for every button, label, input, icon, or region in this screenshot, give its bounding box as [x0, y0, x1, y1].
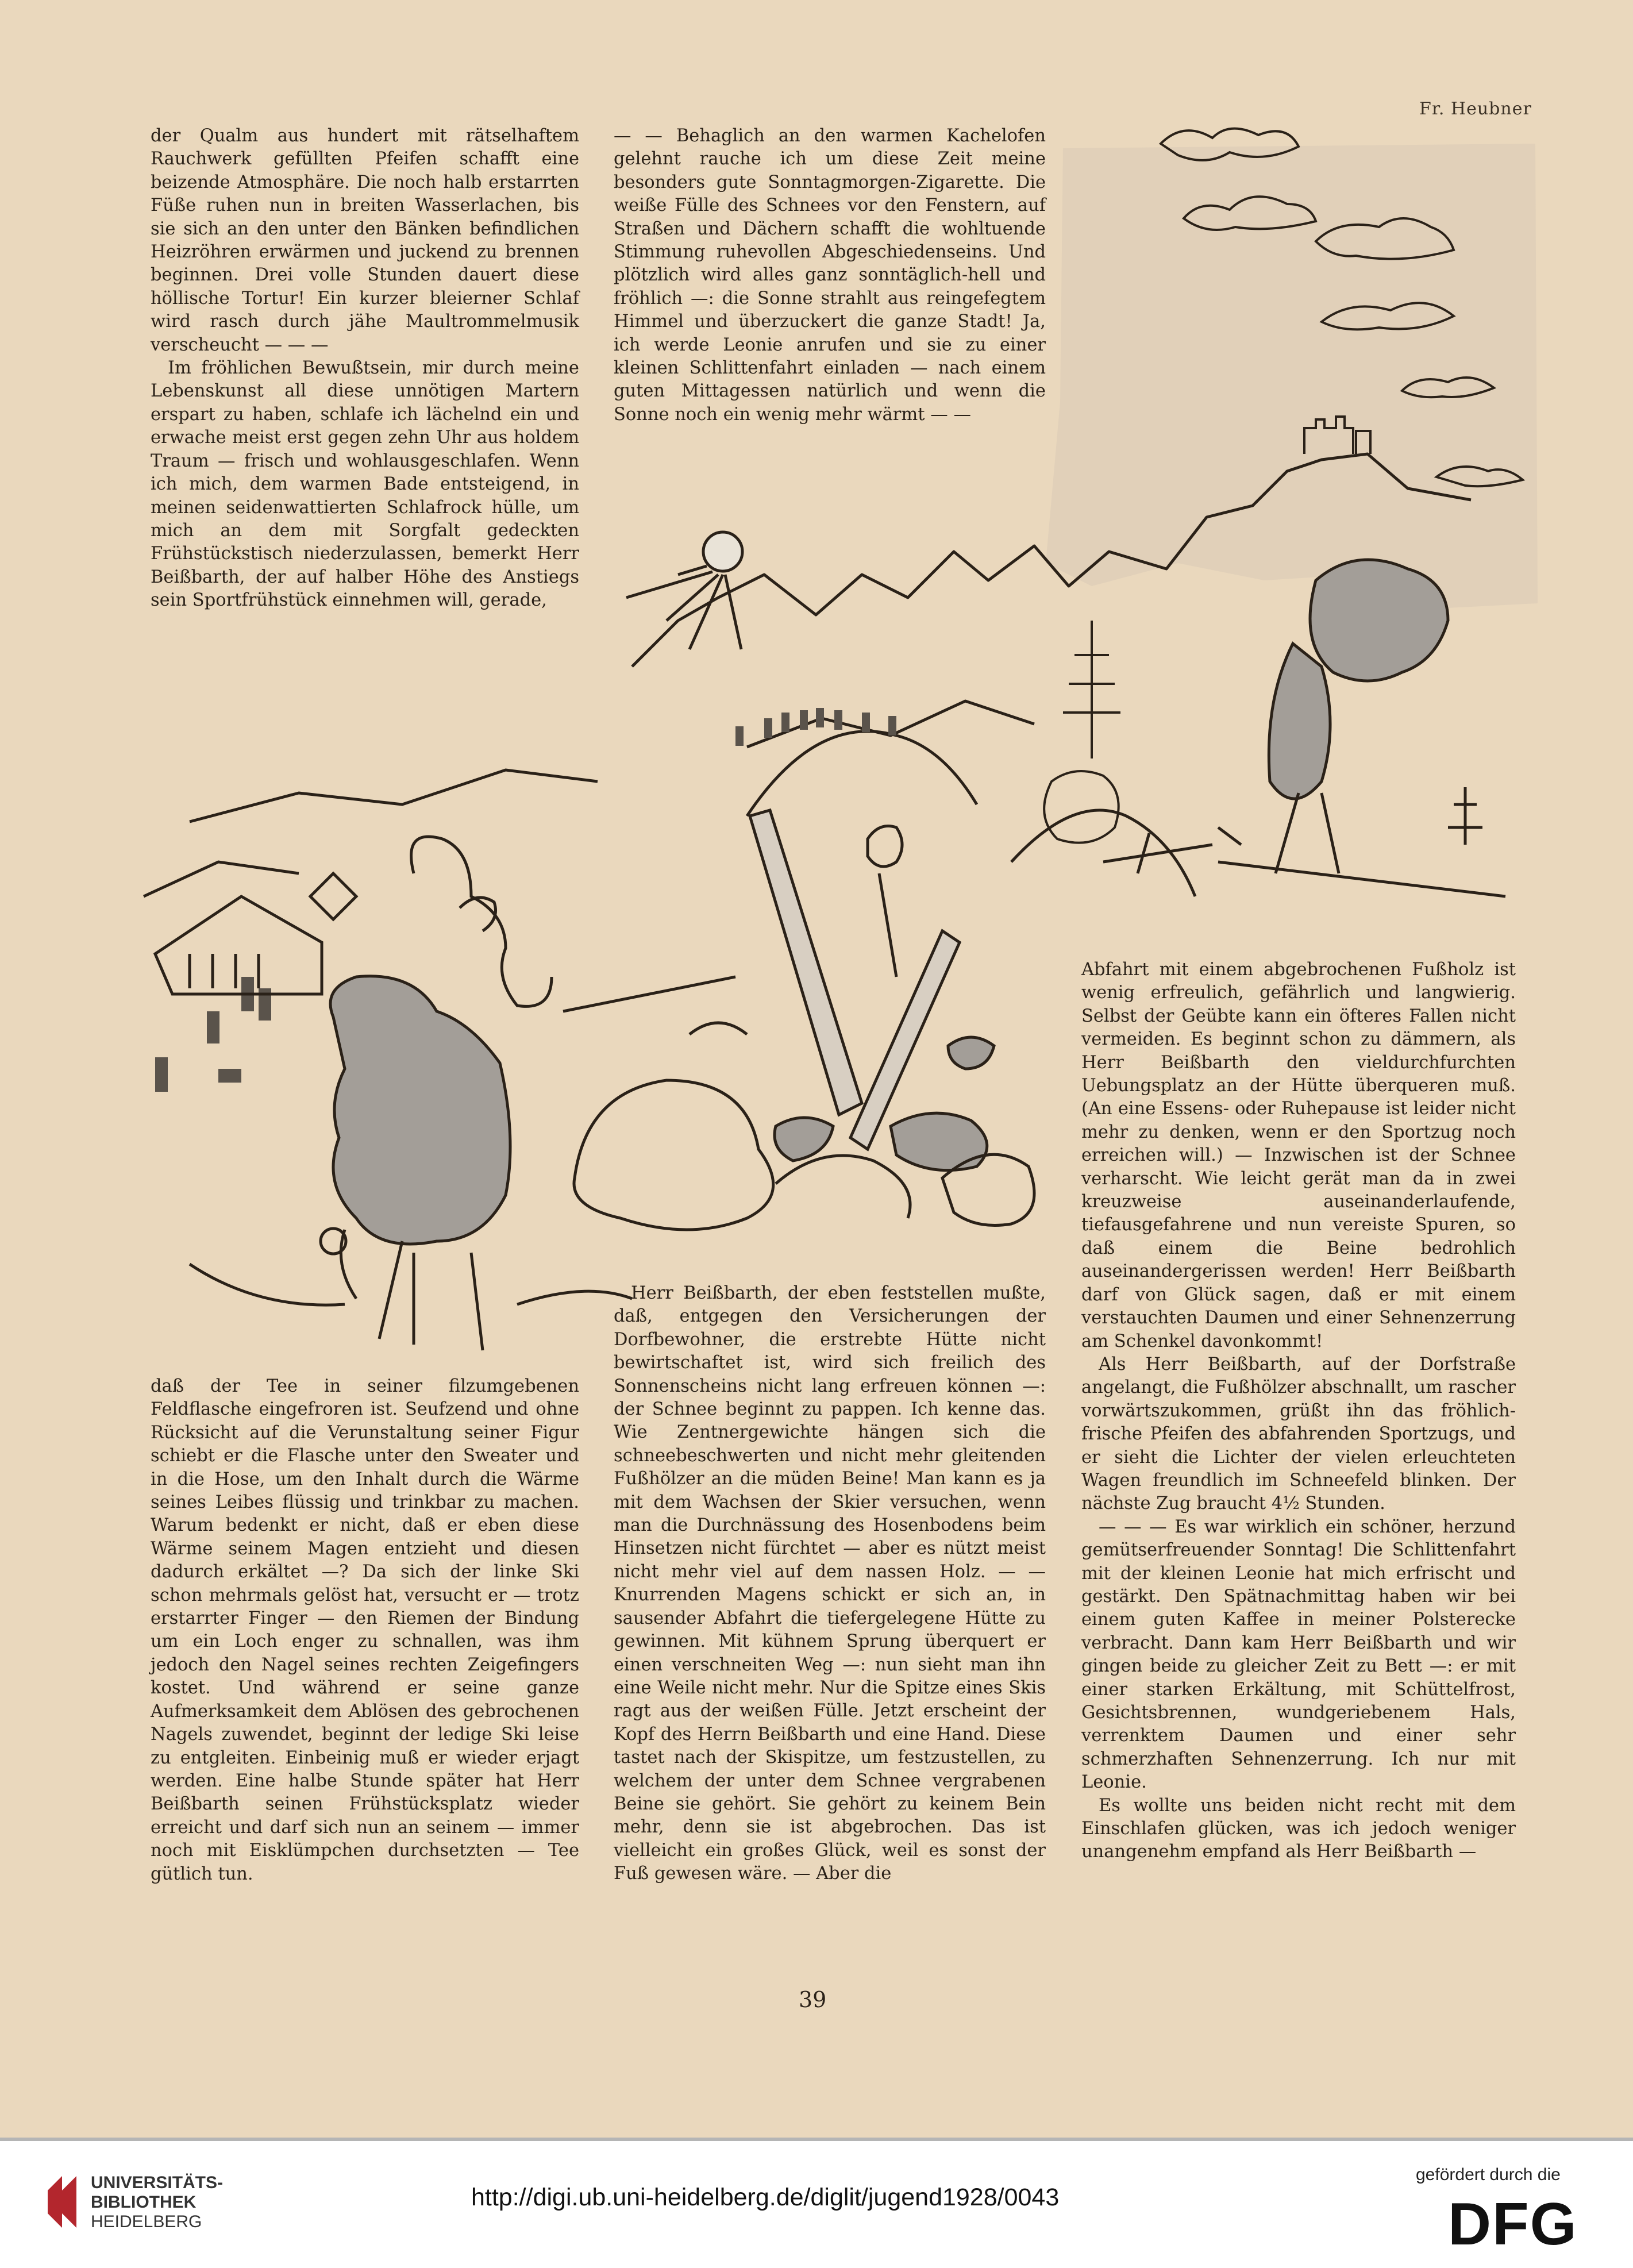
- library-name-line3: HEIDELBERG: [91, 2212, 202, 2231]
- viewer-footer: [0, 2138, 1633, 2268]
- column-left-bottom: [151, 1375, 579, 1886]
- paragraph: Im fröhlichen Bewußtsein, mir durch meine Lebenskunst all diese unnötigen Martern erspart zu haben, schlafe ich lächelnd ein und erwache meist erst gegen zehn Uhr aus holdem Traum — frisch und wohlausgeschlafen. Wenn ich mich, dem warmen Bade entsteigend, in meinen seidenwattierten Schlafrock hülle, um mich an dem mit Sorgfalt gedeckten Frühstückstisch niederzulassen, bemerkt Herr Beißbarth, der auf halber Höhe des Anstiegs sein Sportfrühstück einnehmen will, gerade,: [151, 358, 579, 611]
- column-left-top: [151, 125, 579, 613]
- dfg-logo: DFG: [1448, 2191, 1578, 2258]
- paragraph: daß der Tee in seiner filzumgebenen Feldflasche eingefroren ist. Seufzend und ohne Rücksicht auf die Verunstaltung seiner Figur schiebt er die Flasche unter den Sweater und in die Hose, um den Inhalt durch die Wärme seines Leibes flüssig und trinkbar zu machen. Warum bedenkt er nicht, daß er eben diese Wärme seinem Magen entzieht und diesen dadurch erkältet —? Da sich der linke Ski schon mehrmals gelöst hat, versucht er — trotz erstarrter Finger — den Riemen der Bindung um ein Loch enger zu schnallen, was ihm jedoch den Nagel seines rechten Zeigefingers kostet. Und während er seine ganze Aufmerksamkeit dem Ablösen des gebrochenen Nagels zuwendet, beginnt der ledige Ski leise zu entgleiten. Einbeinig muß er wieder erjagt werden. Eine halbe Stunde später hat Herr Beißbarth seinen Frühstücksplatz wieder erreicht und darf sich nun an seinem — immer noch mit Eisklümpchen durchsetzten — Tee gütlich tun.: [151, 1376, 579, 1884]
- library-name-line1: UNIVERSITÄTS-: [91, 2173, 224, 2192]
- funding-note: gefördert durch die: [1416, 2165, 1561, 2184]
- paragraph: — — Behaglich an den warmen Kachelofen gelehnt rauche ich um diese Zeit meine besonders gute Sonntagmorgen-Zigarette. Die weiße Fülle des Schnees vor den Fenstern, auf Straßen und Dächern schafft die wohltuende Stimmung ruhevollen Abgeschiedenseins. Und plötzlich wird alles ganz sonntäglich-hell und fröhlich —: die Sonne strahlt aus reingefegtem Himmel und überzuckert die ganze Stadt! Ja, ich werde Leonie anrufen und sie zu einer kleinen Schlittenfahrt einladen — nach einem guten Mittagessen natürlich und wenn die Sonne noch ein wenig mehr wärmt — —: [614, 126, 1046, 425]
- library-name-line2: BIBLIOTHEK: [91, 2193, 197, 2212]
- university-seal-icon: [45, 2173, 79, 2231]
- column-middle-bottom: [614, 1282, 1046, 1886]
- paragraph: Es wollte uns beiden nicht recht mit dem Einschlafen glücken, was ich jedoch weniger unangenehm empfand als Herr Beißbarth —: [1081, 1795, 1516, 1862]
- footer-rule: [0, 2138, 1633, 2141]
- paragraph: — — — Es war wirklich ein schöner, herzund gemütserfreuender Sonntag! Die Schlittenfahrt mit der kleinen Leonie hat mich erfrischt und gestärkt. Den Spätnachmittag haben wir bei einem guten Kaffee in meiner Polsterecke verbracht. Dann kam Herr Beißbarth und wir gingen beide zu gleicher Zeit zu Bett —: er mit einer starken Erkältung, mit Schüttelfrost, Gesichtsbrennen, wundgeriebenem Hals, verrenktem Daumen und einer sehr schmerzhaften Sehnenzerrung. Ich nur mit Leonie.: [1081, 1516, 1516, 1793]
- page-url-link[interactable]: http://digi.ub.uni-heidelberg.de/diglit/jugend1928/0043: [471, 2184, 1060, 2211]
- paragraph: der Qualm aus hundert mit rätselhaftem Rauchwerk gefüllten Pfeifen schafft eine beizende Atmosphäre. Die noch halb erstarrten Füße ruhen nun in breiten Wasserlachen, bis sie sich an den unter den Bänken befindlichen Heizröhren erwärmen und juckend zu brennen beginnen. Drei volle Stunden dauert diese höllische Tortur! Ein kurzer bleierner Schlaf wird rasch durch jähe Maultrommelmusik verscheucht — — —: [151, 126, 579, 355]
- paragraph: Als Herr Beißbarth, auf der Dorfstraße angelangt, die Fußhölzer abschnallt, um rascher vorwärtszukommen, grüßt ihn das fröhlich-frische Pfeifen des abfahrenden Sportzugs, und er sieht die Lichter der vielen erleuchteten Wagen freundlich im Schneefeld blinken. Der nächste Zug braucht 4½ Stunden.: [1081, 1354, 1516, 1514]
- page-number: 39: [799, 1987, 827, 2012]
- paragraph: Abfahrt mit einem abgebrochenen Fußholz ist wenig erfreulich, gefährlich und langwierig. Selbst der Geübte kann ein öfteres Fallen nicht vermeiden. Es beginnt schon zu dämmern, als Herr Beißbarth den vieldurchfurchten Uebungsplatz an der Hütte überqueren muß. (An eine Essens- oder Ruhepause ist leider nicht mehr zu denken, wenn er den Sportzug noch erreichen will.) — Inzwischen ist der Schnee verharscht. Wie leicht gerät man da in zwei kreuzweise auseinanderlaufende, tiefausgefahrene und nun vereiste Spuren, so daß einem die Beine bedrohlich auseinandergerissen werden! Herr Beißbarth darf von Glück sagen, daß er mit einem verstauchten Daumen und einer Sehnenzerrung am Schenkel davonkommt!: [1081, 960, 1516, 1351]
- paragraph: Herr Beißbarth, der eben feststellen mußte, daß, entgegen den Versicherungen der Dorfbewohner, die erstrebte Hütte nicht bewirtschaftet ist, wird sich freilich des Sonnenscheins nicht lang erfreuen können —: der Schnee beginnt zu pappen. Ich kenne das. Wie Zentnergewichte hängen sich die schneebeschwerten und nicht mehr gleitenden Fußhölzer an die müden Beine! Man kann es ja mit dem Wachsen der Skier versuchen, wenn man die Durchnässung des Hosenbodens beim Hinsetzen nicht fürchtet — aber es nützt meist nicht mehr viel auf dem nassen Holz. — — Knurrenden Magens schickt er sich an, in sausender Abfahrt die tiefergelegene Hütte zu gewinnen. Mit kühnem Sprung überquert er einen verschneiten Weg —: nun sieht man ihn eine Weile nicht mehr. Nur die Spitze eines Skis ragt aus der weißen Fülle. Jetzt erscheint der Kopf des Herrn Beißbarth und eine Hand. Diese tastet nach der Skispitze, um festzustellen, zu welchem der unter dem Schnee vergrabenen Beine sie gehört. Sie gehört zu keinem Bein mehr, denn sie ist abgebrochen. Das ist vielleicht ein großes Glück, weil es sonst der Fuß gewesen wäre. — Aber die: [614, 1283, 1046, 1884]
- column-right-bottom: [1081, 958, 1516, 1864]
- column-middle-top: [614, 125, 1046, 426]
- author-credit: Fr. Heubner: [1419, 99, 1532, 119]
